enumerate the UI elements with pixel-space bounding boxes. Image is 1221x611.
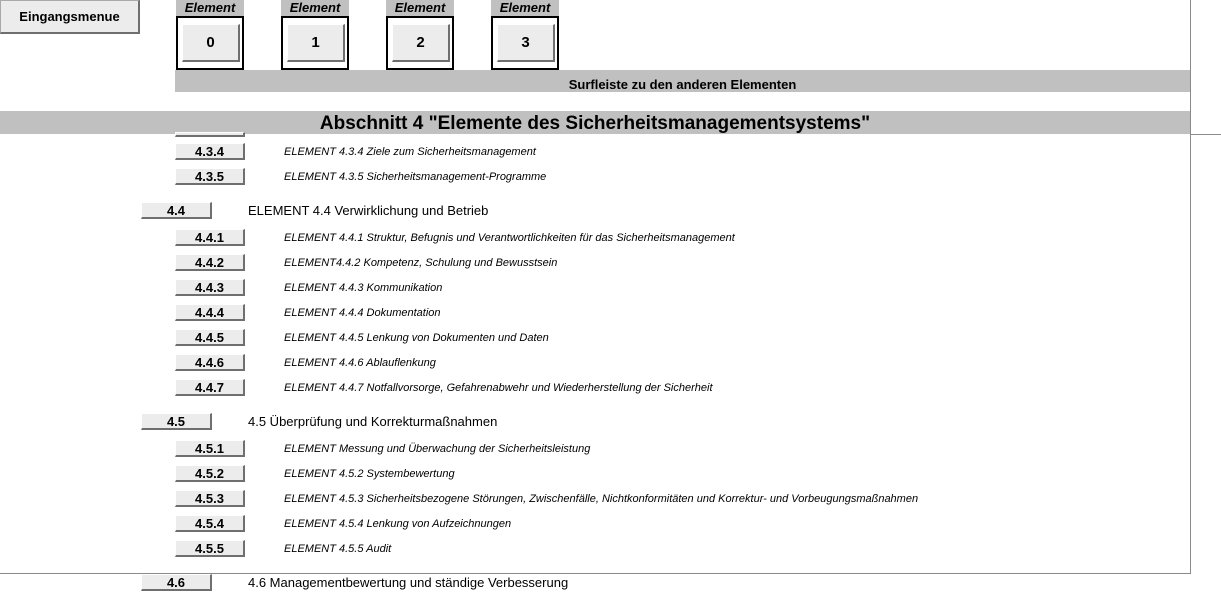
button-4-5-1[interactable]: 4.5.1 (175, 440, 245, 457)
button-4-4-2[interactable]: 4.4.2 (175, 254, 245, 271)
button-4-3-5[interactable]: 4.3.5 (175, 168, 245, 185)
element-1-label: Element (281, 0, 349, 16)
text-4-6: 4.6 Managementbewertung und ständige Verbesserung (248, 575, 569, 590)
element-2-frame (386, 16, 454, 70)
text-4-3-4: ELEMENT 4.3.4 Ziele zum Sicherheitsmanagement (284, 146, 536, 158)
text-4-5-3: ELEMENT 4.5.3 Sicherheitsbezogene Störungen, Zwischenfälle, Nichtkonformitäten und Korrektur- und Vorbeugungsmaßnahmen (284, 493, 919, 505)
section-title: Abschnitt 4 "Elemente des Sicherheitsmanagementsystems" (0, 111, 1190, 134)
text-4-4-4: ELEMENT 4.4.4 Dokumentation (284, 307, 441, 319)
button-4-4-6[interactable]: 4.4.6 (175, 354, 245, 371)
button-4-5-5[interactable]: 4.5.5 (175, 540, 245, 557)
element-0-button[interactable]: 0 (182, 24, 240, 62)
button-4-4-3[interactable]: 4.4.3 (175, 279, 245, 296)
button-4-5-4[interactable]: 4.5.4 (175, 515, 245, 532)
button-4-4[interactable]: 4.4 (141, 202, 212, 219)
element-0-label: Element (176, 0, 244, 16)
frame-right-tick (1190, 134, 1221, 135)
text-4-5-1: ELEMENT Messung und Überwachung der Sicherheitsleistung (284, 443, 591, 455)
text-4-4-6: ELEMENT 4.4.6 Ablauflenkung (284, 357, 436, 369)
button-4-3-4[interactable]: 4.3.4 (175, 143, 245, 160)
text-4-4-1: ELEMENT 4.4.1 Struktur, Befugnis und Verantwortlichkeiten für das Sicherheitsmanagement (284, 232, 735, 244)
button-4-4-4[interactable]: 4.4.4 (175, 304, 245, 321)
button-4-5-2[interactable]: 4.5.2 (175, 465, 245, 482)
element-3-button[interactable]: 3 (497, 24, 555, 62)
button-4-4-5[interactable]: 4.4.5 (175, 329, 245, 346)
button-4-6[interactable]: 4.6 (141, 574, 212, 591)
text-4-4-5: ELEMENT 4.4.5 Lenkung von Dokumenten und Daten (284, 332, 549, 344)
element-2-button[interactable]: 2 (392, 24, 450, 62)
text-4-5-5: ELEMENT 4.5.5 Audit (284, 543, 392, 555)
text-4-5-2: ELEMENT 4.5.2 Systembewertung (284, 468, 455, 480)
eingangsmenue-button[interactable]: Eingangsmenue (0, 0, 140, 34)
text-4-5: 4.5 Überprüfung und Korrekturmaßnahmen (248, 414, 498, 429)
text-4-4-2: ELEMENT4.4.2 Kompetenz, Schulung und Bewusstsein (284, 257, 558, 269)
text-4-4-7: ELEMENT 4.4.7 Notfallvorsorge, Gefahrenabwehr und Wiederherstellung der Sicherheit (284, 382, 713, 394)
partial-button-4-3-3[interactable] (175, 132, 245, 137)
text-4-3-5: ELEMENT 4.3.5 Sicherheitsmanagement-Programme (284, 171, 547, 183)
element-1-button[interactable]: 1 (287, 24, 345, 62)
element-0-frame (176, 16, 244, 70)
element-2-label: Element (386, 0, 454, 16)
button-4-4-7[interactable]: 4.4.7 (175, 379, 245, 396)
frame-right-line (1190, 0, 1191, 574)
button-4-5-3[interactable]: 4.5.3 (175, 490, 245, 507)
text-4-5-4: ELEMENT 4.5.4 Lenkung von Aufzeichnungen (284, 518, 512, 530)
text-4-4: ELEMENT 4.4 Verwirklichung und Betrieb (248, 203, 489, 218)
element-3-label: Element (491, 0, 559, 16)
button-4-4-1[interactable]: 4.4.1 (175, 229, 245, 246)
button-4-5[interactable]: 4.5 (141, 413, 212, 430)
element-3-frame (491, 16, 559, 70)
surfleiste-bar: Surfleiste zu den anderen Elementen (175, 70, 1190, 92)
element-1-frame (281, 16, 349, 70)
text-4-4-3: ELEMENT 4.4.3 Kommunikation (284, 282, 443, 294)
